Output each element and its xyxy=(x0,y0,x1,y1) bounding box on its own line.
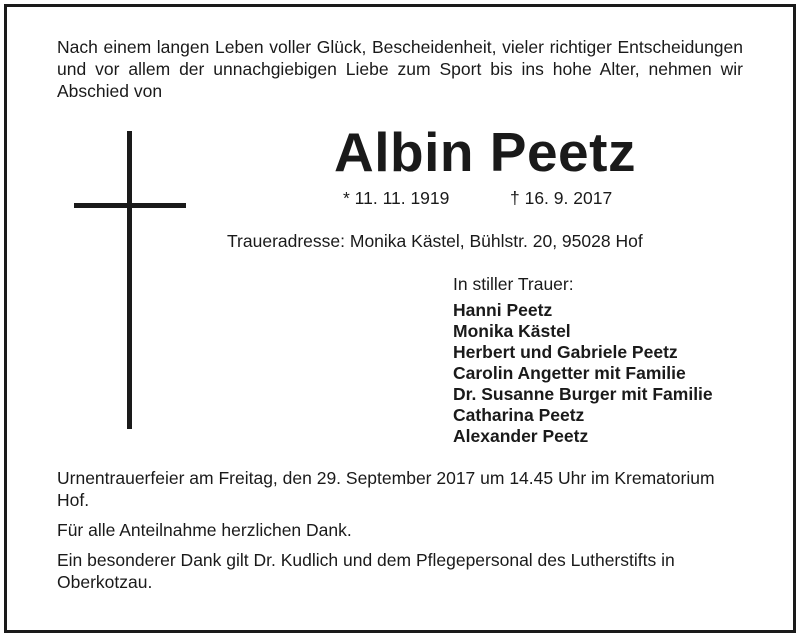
cross-horizontal-bar xyxy=(74,203,186,208)
cross-vertical-bar xyxy=(127,131,132,429)
intro-text: Nach einem langen Leben voller Glück, Bescheidenheit, vieler richtiger Entscheidungen und vor allem der unnachgiebigen Liebe zum Sport bis ins hohe Alter, nehmen wir Abschied von xyxy=(57,37,743,101)
list-item: Catharina Peetz xyxy=(453,405,585,425)
list-item: Herbert und Gabriele Peetz xyxy=(453,342,678,362)
mourners-list xyxy=(453,300,753,447)
mourning-address: Traueradresse: Monika Kästel, Bühlstr. 20, 95028 Hof xyxy=(227,231,643,251)
list-item: Dr. Susanne Burger mit Familie xyxy=(453,384,713,404)
footer-block xyxy=(57,467,747,601)
list-item: Carolin Angetter mit Familie xyxy=(453,363,686,383)
list-item: Hanni Peetz xyxy=(453,300,553,320)
thanks-text: Für alle Anteilnahme herzlichen Dank. xyxy=(57,520,352,540)
birth-date: * 11. 11. 1919 xyxy=(343,188,450,208)
ceremony-text: Urnentrauerfeier am Freitag, den 29. September 2017 um 14.45 Uhr im Krematorium Hof. xyxy=(57,468,715,510)
mourners-block xyxy=(453,274,753,447)
mourners-heading: In stiller Trauer: xyxy=(453,274,574,294)
death-date: † 16. 9. 2017 xyxy=(510,188,613,208)
list-item: Monika Kästel xyxy=(453,321,571,341)
deceased-name: Albin Peetz xyxy=(334,121,636,183)
special-thanks-text: Ein besonderer Dank gilt Dr. Kudlich und dem Pflegepersonal des Lutherstifts in Oberkotzau. xyxy=(57,550,675,592)
list-item: Alexander Peetz xyxy=(453,426,589,446)
